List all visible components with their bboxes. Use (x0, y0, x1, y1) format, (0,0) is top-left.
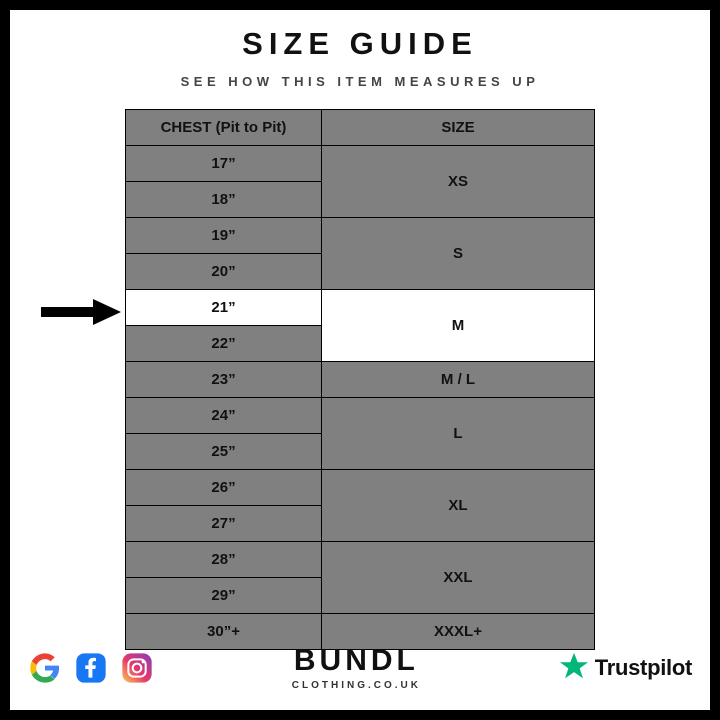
chest-cell: 17” (126, 146, 322, 182)
size-table-wrapper (125, 109, 595, 650)
arrow-right-icon (41, 299, 121, 325)
chest-cell: 24” (126, 398, 322, 434)
chest-cell: 21” (126, 290, 322, 326)
chest-cell: 27” (126, 506, 322, 542)
table-row (126, 470, 595, 506)
brand-name: BUNDL (293, 643, 419, 677)
trustpilot-badge[interactable] (559, 651, 692, 686)
table-row (126, 542, 595, 578)
chest-cell: 30”+ (126, 614, 322, 650)
social-links (28, 651, 154, 685)
size-cell: XS (322, 146, 595, 218)
table-row (126, 398, 595, 434)
trustpilot-label: Trustpilot (594, 655, 692, 680)
chest-cell: 20” (126, 254, 322, 290)
page-title: SIZE GUIDE (242, 26, 478, 61)
facebook-icon[interactable] (74, 651, 108, 685)
chest-cell: 25” (126, 434, 322, 470)
google-icon[interactable] (28, 651, 62, 685)
chest-cell: 29” (126, 578, 322, 614)
chest-cell: 23” (126, 362, 322, 398)
table-row (126, 146, 595, 182)
size-cell: M / L (322, 362, 595, 398)
table-row (126, 362, 595, 398)
size-cell: S (322, 218, 595, 290)
size-cell: M (322, 290, 595, 362)
size-cell: XXXL+ (322, 614, 595, 650)
chest-cell: 22” (126, 326, 322, 362)
size-cell: XL (322, 470, 595, 542)
footer (10, 640, 710, 696)
size-table (125, 109, 595, 650)
chest-cell: 26” (126, 470, 322, 506)
size-guide-card (10, 10, 710, 710)
chest-cell: 18” (126, 182, 322, 218)
page-subtitle: SEE HOW THIS ITEM MEASURES UP (180, 74, 540, 89)
size-cell: L (322, 398, 595, 470)
brand-domain: CLOTHING.CO.UK (291, 679, 421, 691)
table-row-highlighted (126, 290, 595, 326)
chest-cell: 19” (126, 218, 322, 254)
size-cell: XXL (322, 542, 595, 614)
chest-cell: 28” (126, 542, 322, 578)
instagram-icon[interactable] (120, 651, 154, 685)
trustpilot-star-icon (559, 651, 589, 686)
table-row (126, 218, 595, 254)
table-header-row (126, 110, 595, 146)
brand-logo (291, 643, 421, 691)
column-header-chest: CHEST (Pit to Pit) (126, 110, 322, 146)
column-header-size: SIZE (322, 110, 595, 146)
